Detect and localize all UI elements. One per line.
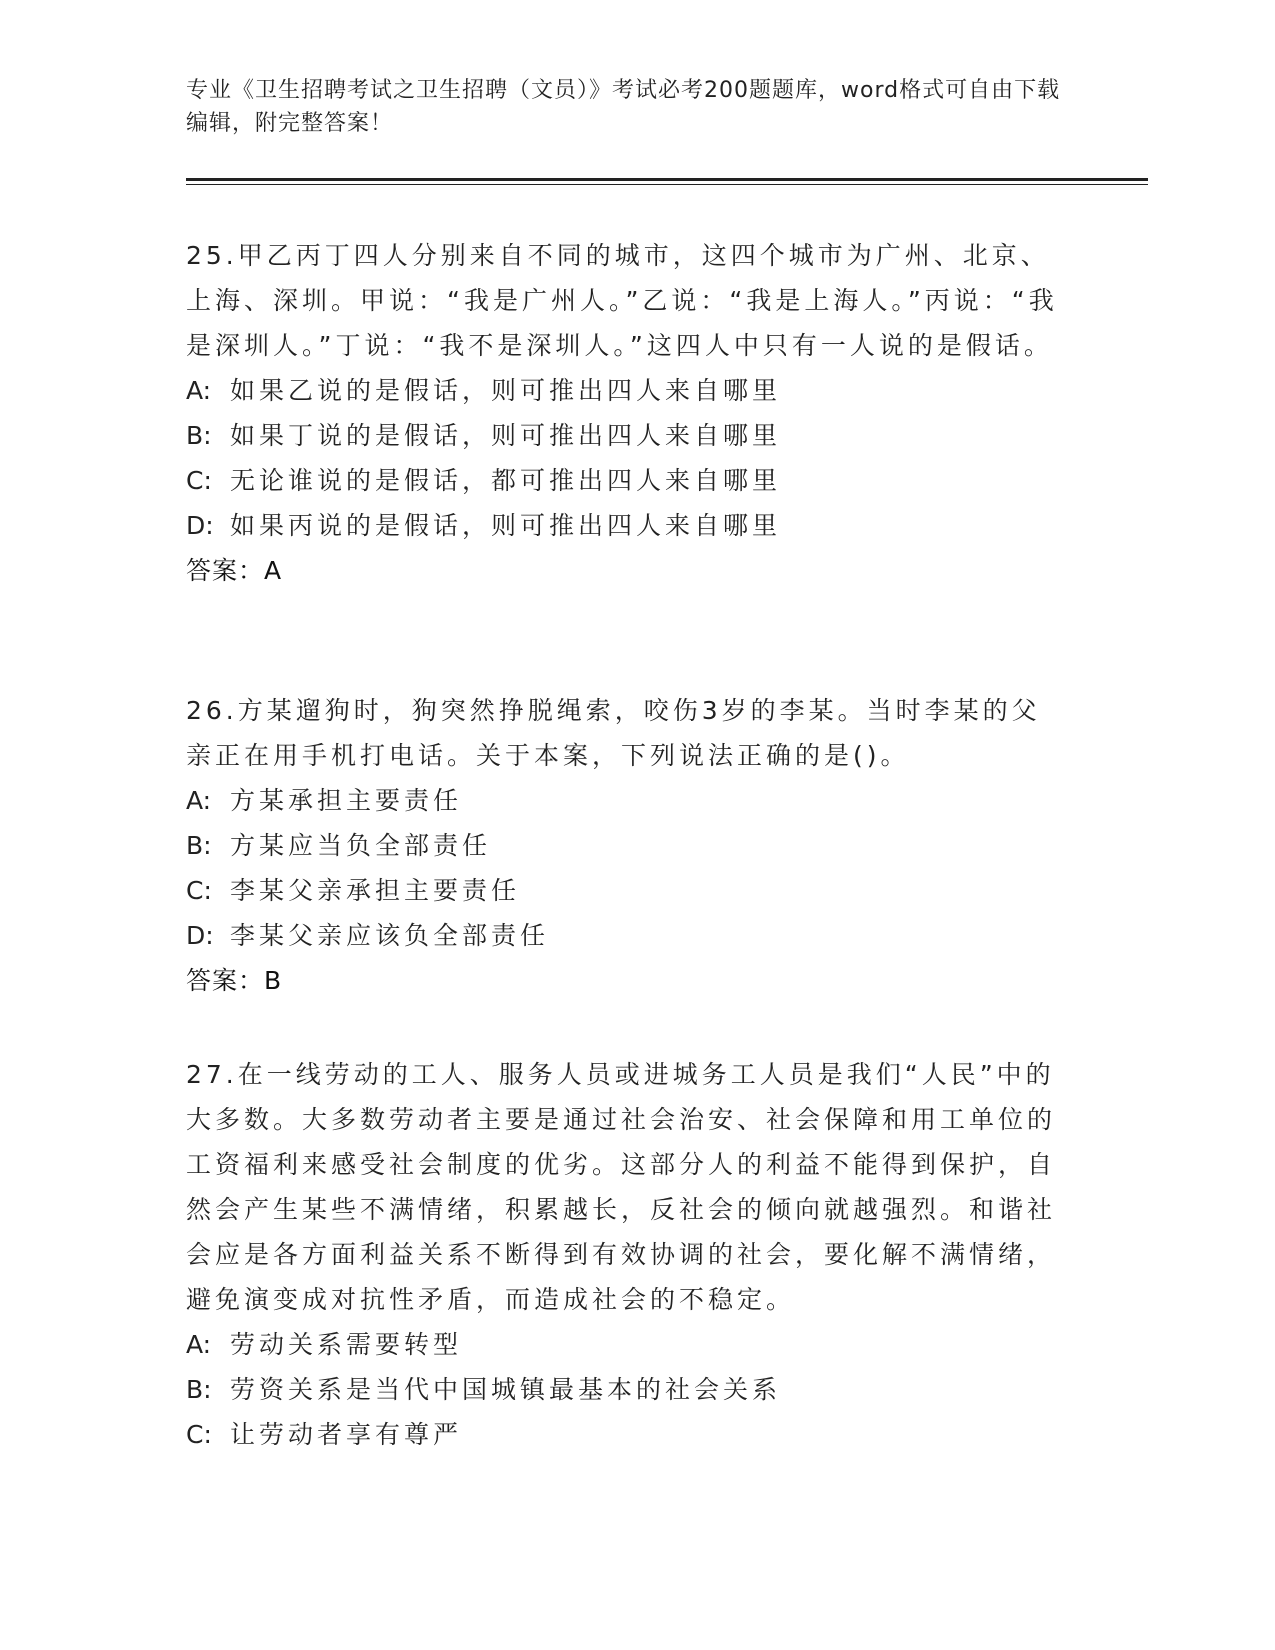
option-b [186,823,1066,868]
question-27 [186,1052,1066,1457]
option-b [186,1367,1066,1412]
option-text: 如果丙说的是假话，则可推出四人来自哪里 [230,511,782,540]
option-label: A: [186,786,212,815]
option-text: 方某承担主要责任 [230,786,463,815]
header-divider-thin [186,184,1148,185]
option-text: 李某父亲承担主要责任 [230,876,521,905]
option-c [186,458,1066,503]
answer-line: 答案：A [186,556,283,585]
question-stem: 27.在一线劳动的工人、服务人员或进城务工人员是我们“人民”中的大多数。大多数劳动者主要是通过社会治安、社会保障和用工单位的工资福利来感受社会制度的优劣。这部分人的利益不能得到保护，自然会产生某些不满情绪，积累越长，反社会的倾向就越强烈。和谐社会应是各方面利益关系不断得到有效协调的社会，要化解不满情绪，避免演变成对抗性矛盾，而造成社会的不稳定。 [186,1060,1057,1314]
option-text: 劳动关系需要转型 [230,1330,463,1359]
option-text: 如果丁说的是假话，则可推出四人来自哪里 [230,421,782,450]
option-label: C: [186,466,212,495]
option-c [186,1412,1066,1457]
option-text: 劳资关系是当代中国城镇最基本的社会关系 [230,1375,782,1404]
option-label: A: [186,376,212,405]
option-a [186,368,1066,413]
header-divider-thick [186,178,1148,181]
option-text: 如果乙说的是假话，则可推出四人来自哪里 [230,376,782,405]
option-label: A: [186,1330,212,1359]
option-a [186,1322,1066,1367]
document-header: 专业《卫生招聘考试之卫生招聘（文员）》考试必考200题题库，word格式可自由下载编辑，附完整答案！ [186,78,1061,136]
option-text: 让劳动者享有尊严 [230,1420,463,1449]
option-b [186,413,1066,458]
option-label: C: [186,1420,212,1449]
option-text: 方某应当负全部责任 [230,831,492,860]
option-a [186,778,1066,823]
answer-line: 答案：B [186,966,283,995]
option-label: B: [186,1375,212,1404]
option-label: D: [186,921,214,950]
option-label: D: [186,511,214,540]
question-26 [186,688,1066,1003]
option-label: B: [186,421,212,450]
option-d [186,913,1066,958]
option-label: B: [186,831,212,860]
option-label: C: [186,876,212,905]
question-stem: 25.甲乙丙丁四人分别来自不同的城市，这四个城市为广州、北京、上海、深圳。甲说：“我是广州人。”乙说：“我是上海人。”丙说：“我是深圳人。”丁说：“我不是深圳人。”这四人中只有一人说的是假话。 [186,241,1058,360]
option-c [186,868,1066,913]
option-d [186,503,1066,548]
question-stem: 26.方某遛狗时，狗突然挣脱绳索，咬伤3岁的李某。当时李某的父亲正在用手机打电话。关于本案，下列说法正确的是()。 [186,696,1041,770]
question-25 [186,233,1066,593]
option-text: 无论谁说的是假话，都可推出四人来自哪里 [230,466,782,495]
option-text: 李某父亲应该负全部责任 [230,921,550,950]
